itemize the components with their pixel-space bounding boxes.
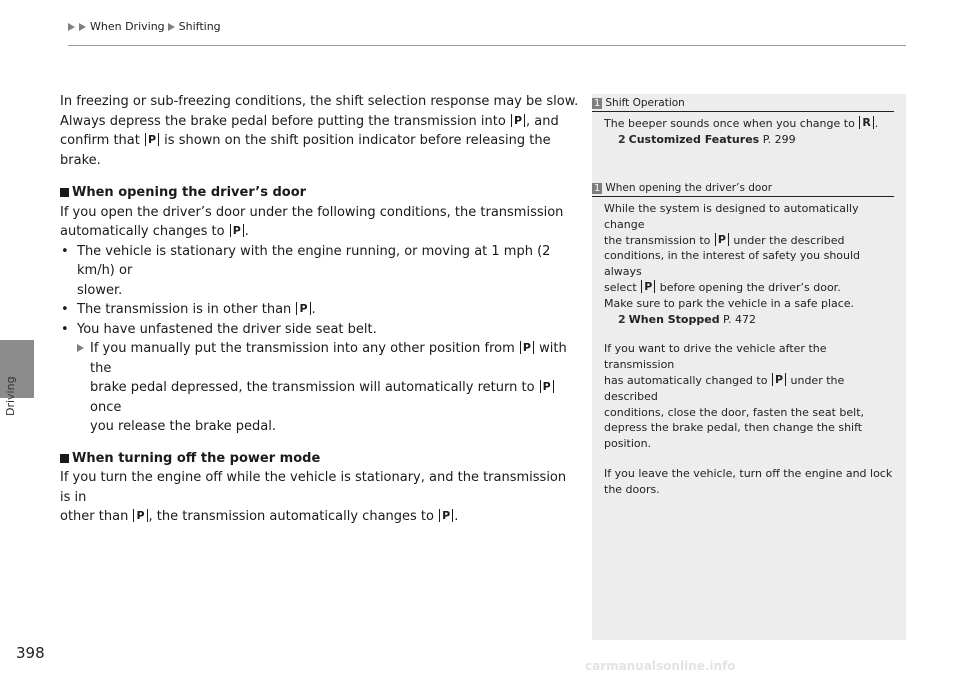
gear-key-p: P bbox=[230, 224, 244, 237]
intro-line: Always depress the brake pedal before putting the transmission into P , and bbox=[60, 113, 559, 129]
intro-line: In freezing or sub-freezing conditions, the shift selection response may be slow. bbox=[60, 94, 579, 109]
sub-item: If you manually put the transmission into any other position from P with the brake pedal depressed, the transmission will automatically return to P once you release the brake pedal. bbox=[60, 339, 580, 437]
note-heading: 1 Shift Operation bbox=[592, 97, 894, 112]
gear-key-r: R bbox=[859, 116, 873, 129]
section-heading: When opening the driver’s door bbox=[60, 183, 580, 203]
gear-key-p: P bbox=[439, 509, 453, 522]
gear-key-p: P bbox=[641, 280, 655, 293]
bullet-item: • You have unfastened the driver side seat belt. bbox=[61, 321, 377, 337]
arrow-icon bbox=[77, 344, 84, 352]
gear-key-p: P bbox=[715, 233, 729, 246]
gear-key-p: P bbox=[511, 114, 525, 127]
side-tab-label: Driving bbox=[4, 376, 17, 416]
gear-key-p: P bbox=[296, 302, 310, 315]
breadcrumb bbox=[68, 20, 221, 33]
breadcrumb-arrow-icon bbox=[79, 23, 86, 31]
header-rule bbox=[68, 45, 906, 46]
note-drivers-door: 1 When opening the driver’s door While the system is designed to automatically change the transmission to P under the described conditions, in the interest of safety you should always select P before opening the driver’s door. Make sure to park the vehicle in a safe place. 2 When Stopped P. 472 If you want to drive the vehicle after the transmission has automatically changed to P under the described conditions, close the door, fasten the seat belt, depress the brake pedal, then change the shift position. If you leave the vehicle, turn off the engine and lock the doors. bbox=[592, 182, 906, 498]
cross-reference-link[interactable]: 2 When Stopped P. 472 bbox=[618, 312, 756, 326]
section-text: automatically changes to P . bbox=[60, 224, 249, 239]
gear-key-p: P bbox=[540, 380, 554, 393]
gear-key-p: P bbox=[772, 373, 786, 386]
section-text: If you turn the engine off while the vehicle is stationary, and the transmission is in bbox=[60, 470, 567, 505]
intro-line: confirm that P is shown on the shift position indicator before releasing the brake. bbox=[60, 133, 551, 168]
square-bullet-icon bbox=[60, 188, 69, 197]
note-heading: 1 When opening the driver’s door bbox=[592, 182, 894, 197]
square-bullet-icon bbox=[60, 454, 69, 463]
bullet-item: • The transmission is in other than P . bbox=[61, 302, 316, 317]
bullet-item: • The vehicle is stationary with the engine running, or moving at 1 mph (2 km/h) or slower. bbox=[61, 243, 551, 298]
gear-key-p: P bbox=[133, 509, 147, 522]
cross-reference-link[interactable]: 2 Customized Features P. 299 bbox=[618, 132, 796, 146]
section-text: other than P , the transmission automatically changes to P . bbox=[60, 509, 459, 524]
main-content bbox=[60, 92, 580, 527]
page-number: 398 bbox=[16, 644, 45, 662]
breadcrumb-item[interactable]: Shifting bbox=[178, 20, 221, 33]
breadcrumb-arrow-icon bbox=[68, 23, 75, 31]
gear-key-p: P bbox=[520, 341, 534, 354]
breadcrumb-arrow-icon bbox=[168, 23, 175, 31]
section-text: If you open the driver’s door under the following conditions, the transmission bbox=[60, 204, 564, 220]
breadcrumb-item[interactable]: When Driving bbox=[90, 20, 165, 33]
section-heading: When turning off the power mode bbox=[60, 449, 580, 469]
watermark: carmanualsonline.info bbox=[585, 659, 736, 673]
note-shift-operation: 1 Shift Operation The beeper sounds once when you change to R . 2 Customized Features P. 299 bbox=[592, 97, 906, 148]
gear-key-p: P bbox=[145, 133, 159, 146]
